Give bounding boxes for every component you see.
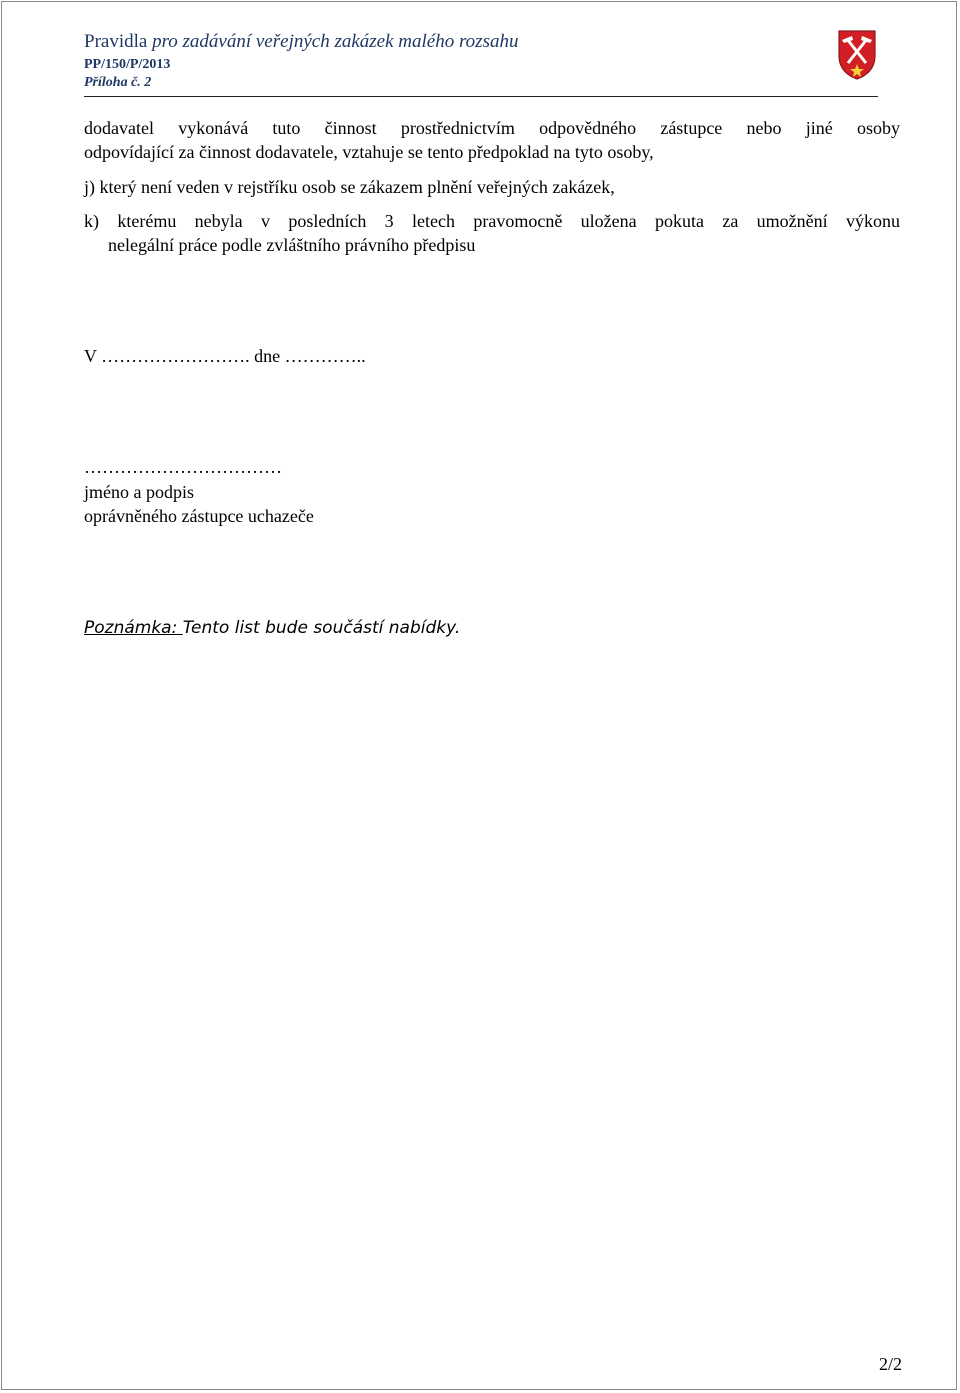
header-title-plain: Pravidla	[84, 31, 153, 52]
signature-label-representative: oprávněného zástupce uchazeče	[84, 506, 314, 526]
body-line-1: dodavatel vykonává tuto činnost prostřednictvím odpovědného zástupce nebo jiné osoby	[84, 118, 900, 138]
header-title-italic: pro zadávání veřejných zakázek malého rozsahu	[152, 31, 519, 52]
note	[84, 616, 460, 640]
page-number: 2/2	[878, 1354, 902, 1374]
place-date-line: V ……………………. dne …………..	[84, 346, 366, 366]
header-reference: PP/150/P/2013	[84, 57, 171, 72]
header-annex: Příloha č. 2	[84, 75, 152, 90]
signature-label-name: jméno a podpis	[84, 482, 194, 502]
list-item-j: j) který není veden v rejstříku osob se zákazem plnění veřejných zakázek,	[84, 177, 615, 197]
signature-dots: ……………………………	[84, 457, 282, 477]
note-label: Poznámka:	[84, 618, 183, 638]
body-line-2: odpovídající za činnost dodavatele, vztahuje se tento předpoklad na tyto osoby,	[84, 142, 654, 162]
document-header	[84, 30, 878, 92]
note-text: Tento list bude součástí nabídky.	[182, 618, 461, 638]
list-item-k	[84, 209, 900, 257]
header-divider	[84, 96, 878, 97]
list-item-k-line-2: nelegální práce podle zvláštního právního předpisu	[108, 235, 476, 255]
municipal-crest-icon	[836, 28, 878, 80]
list-item-k-line-1: k) kterému nebyla v posledních 3 letech pravomocně uložena pokuta za umožnění výkonu	[84, 211, 900, 231]
header-title	[84, 30, 878, 54]
